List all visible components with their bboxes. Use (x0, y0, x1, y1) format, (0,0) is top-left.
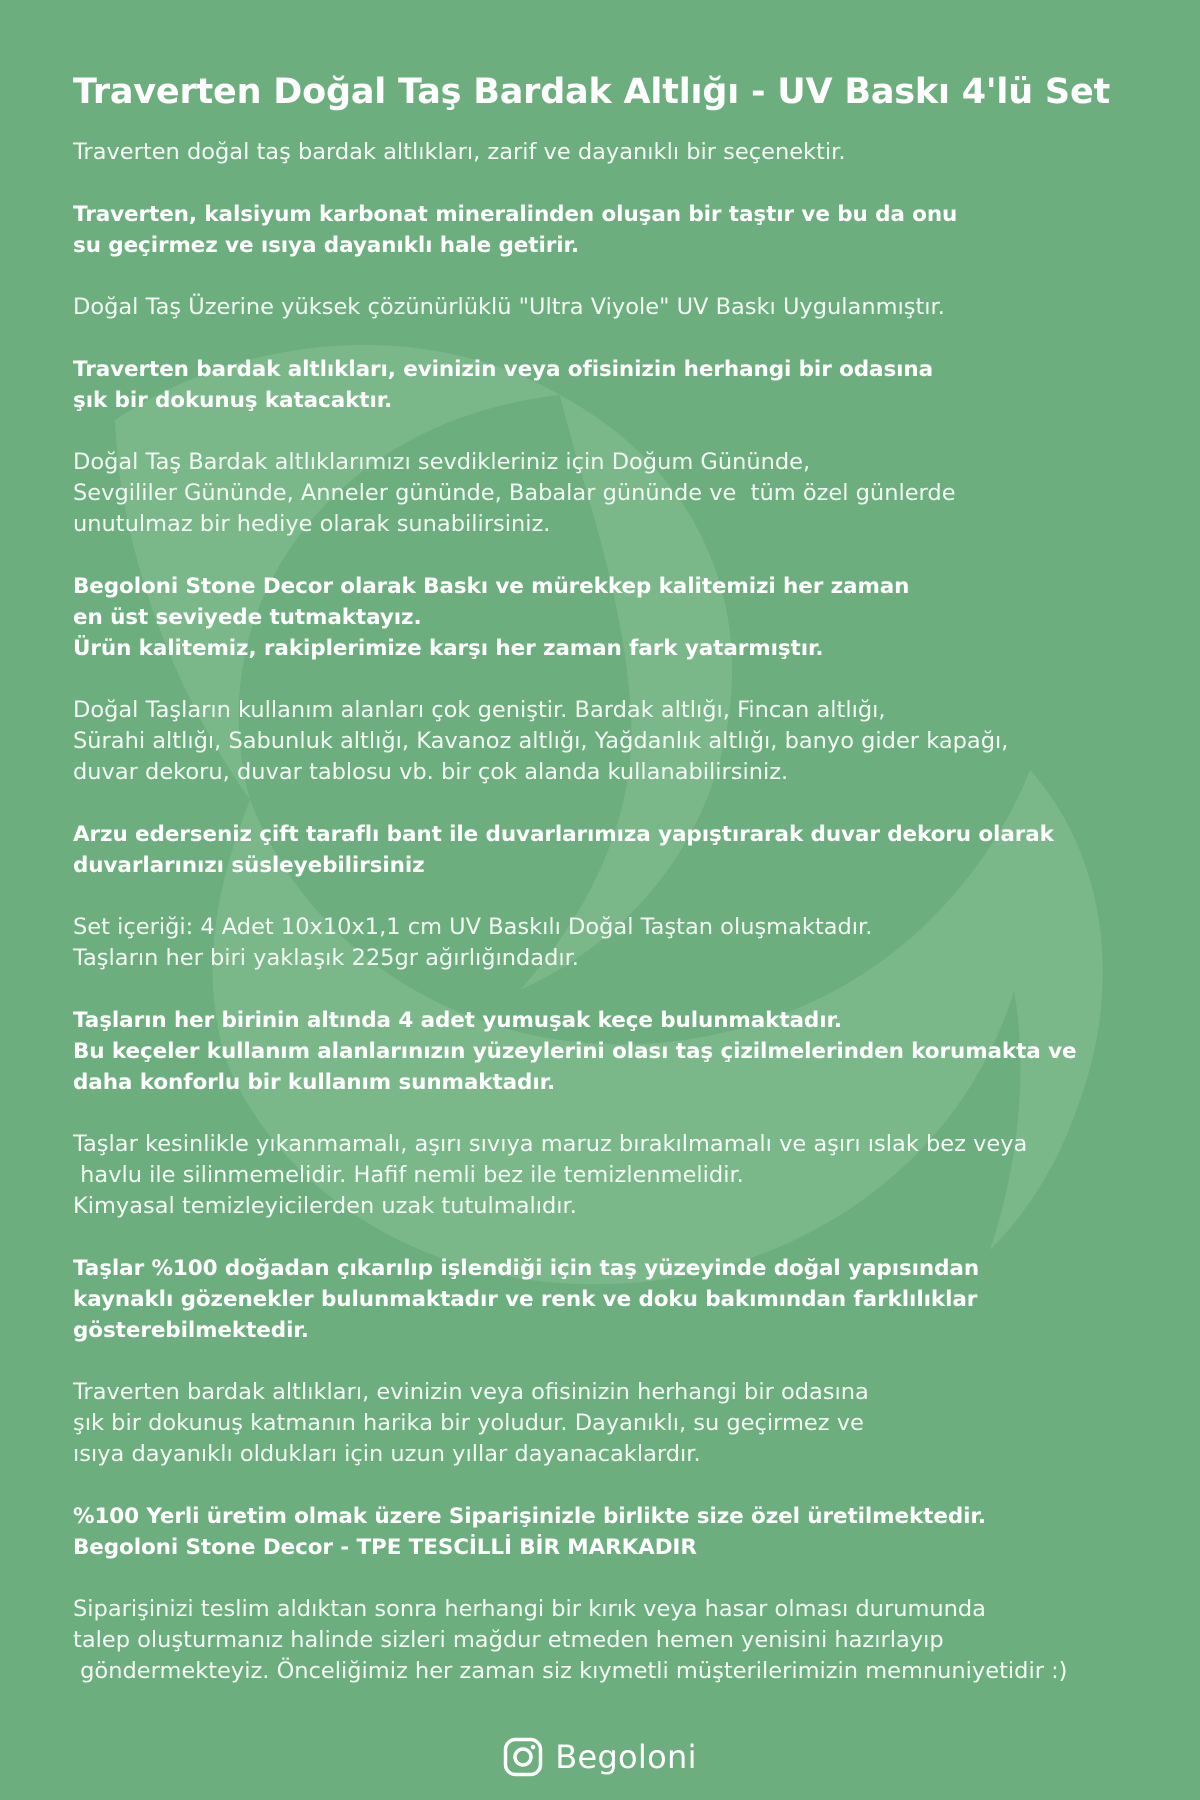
paragraph-12 (73, 1253, 1143, 1346)
paragraph-line: gösterebilmektedir. (73, 1318, 309, 1343)
paragraph-line: Begoloni Stone Decor olarak Baskı ve mürekkep kalitemizi her zaman (73, 574, 910, 599)
paragraph-line: şık bir dokunuş katacaktır. (73, 388, 393, 413)
paragraph-9 (73, 912, 1143, 974)
paragraph-line: Doğal Taşların kullanım alanları çok geniştir. Bardak altlığı, Fincan altlığı, (73, 697, 886, 723)
paragraph-line: Traverten bardak altlıkları, evinizin veya ofisinizin herhangi bir odasına (73, 357, 934, 382)
paragraph-line: havlu ile silinmemelidir. Hafif nemli bez ile temizlenmelidir. (73, 1162, 744, 1188)
paragraph-line: Ürün kalitemiz, rakiplerimize karşı her zaman fark yatarmıştır. (73, 636, 824, 661)
paragraph-line: Traverten, kalsiyum karbonat mineralinden oluşan bir taştır ve bu da onu (73, 202, 958, 227)
paragraph-line: Taşların her biri yaklaşık 225gr ağırlığındadır. (73, 945, 579, 971)
paragraph-3 (73, 292, 1143, 323)
paragraph-line: şık bir dokunuş katmanın harika bir yoludur. Dayanıklı, su geçirmez ve (73, 1410, 864, 1436)
paragraph-line: talep oluşturmanız halinde sizleri mağdur etmeden hemen yenisini hazırlayıp (73, 1627, 944, 1653)
paragraph-line: Doğal Taş Üzerine yüksek çözünürlüklü "Ultra Viyole" UV Baskı Uygulanmıştır. (73, 294, 945, 320)
paragraph-line: Taşlar %100 doğadan çıkarılıp işlendiği için taş yüzeyinde doğal yapısından (73, 1256, 980, 1281)
instagram-icon (503, 1737, 543, 1777)
brand-footer (0, 1734, 1200, 1780)
description-content (73, 70, 1143, 1687)
paragraph-7 (73, 695, 1143, 788)
paragraph-14 (73, 1501, 1143, 1563)
paragraph-line: Begoloni Stone Decor - TPE TESCİLLİ BİR MARKADIR (73, 1535, 697, 1560)
paragraph-line: Sürahi altlığı, Sabunluk altlığı, Kavanoz altlığı, Yağdanlık altlığı, banyo gider kapağı, (73, 728, 1009, 754)
paragraph-13 (73, 1377, 1143, 1470)
paragraph-10 (73, 1005, 1143, 1098)
paragraph-line: Bu keçeler kullanım alanlarınızın yüzeylerini olası taş çizilmelerinden korumakta ve (73, 1039, 1077, 1064)
paragraph-2 (73, 199, 1143, 261)
paragraph-line: Kimyasal temizleyicilerden uzak tutulmalıdır. (73, 1193, 577, 1219)
paragraph-line: duvar dekoru, duvar tablosu vb. bir çok alanda kullanabilirsiniz. (73, 759, 789, 785)
paragraph-line: unutulmaz bir hediye olarak sunabilirsiniz. (73, 511, 551, 537)
paragraph-1 (73, 137, 1143, 168)
paragraph-15 (73, 1594, 1143, 1687)
paragraph-line: Doğal Taş Bardak altlıklarımızı sevdikleriniz için Doğum Gününde, (73, 449, 811, 475)
paragraph-line: en üst seviyede tutmaktayız. (73, 605, 422, 630)
paragraph-line: ısıya dayanıklı oldukları için uzun yıllar dayanacaklardır. (73, 1441, 701, 1467)
paragraph-8 (73, 819, 1143, 881)
description-paragraphs (73, 137, 1143, 1687)
paragraph-line: Traverten doğal taş bardak altlıkları, zarif ve dayanıklı bir seçenektir. (73, 139, 846, 165)
paragraph-line: Sevgililer Gününde, Anneler gününde, Babalar gününde ve tüm özel günlerde (73, 480, 956, 506)
paragraph-line: su geçirmez ve ısıya dayanıklı hale getirir. (73, 233, 579, 258)
paragraph-line: daha konforlu bir kullanım sunmaktadır. (73, 1070, 556, 1095)
paragraph-6 (73, 571, 1143, 664)
paragraph-line: göndermekteyiz. Önceliğimiz her zaman siz kıymetli müşterilerimizin memnuniyetidir :) (73, 1658, 1068, 1684)
brand-name: Begoloni (555, 1738, 697, 1776)
paragraph-4 (73, 354, 1143, 416)
paragraph-line: Taşlar kesinlikle yıkanmamalı, aşırı sıvıya maruz bırakılmamalı ve aşırı ıslak bez veya (73, 1131, 1028, 1157)
paragraph-line: Traverten bardak altlıkları, evinizin veya ofisinizin herhangi bir odasına (73, 1379, 869, 1405)
paragraph-line: kaynaklı gözenekler bulunmaktadır ve renk ve doku bakımından farklılıklar (73, 1287, 978, 1312)
paragraph-line: Arzu ederseniz çift taraflı bant ile duvarlarımıza yapıştırarak duvar dekoru olarak (73, 822, 1054, 847)
paragraph-line: Siparişinizi teslim aldıktan sonra herhangi bir kırık veya hasar olması durumunda (73, 1596, 986, 1622)
paragraph-line: %100 Yerli üretim olmak üzere Siparişinizle birlikte size özel üretilmektedir. (73, 1504, 986, 1529)
paragraph-line: duvarlarınızı süsleyebilirsiniz (73, 853, 425, 878)
paragraph-5 (73, 447, 1143, 540)
product-title: Traverten Doğal Taş Bardak Altlığı - UV Baskı 4'lü Set (73, 72, 1111, 112)
paragraph-line: Set içeriği: 4 Adet 10x10x1,1 cm UV Baskılı Doğal Taştan oluşmaktadır. (73, 914, 873, 940)
paragraph-line: Taşların her birinin altında 4 adet yumuşak keçe bulunmaktadır. (73, 1008, 842, 1033)
paragraph-11 (73, 1129, 1143, 1222)
